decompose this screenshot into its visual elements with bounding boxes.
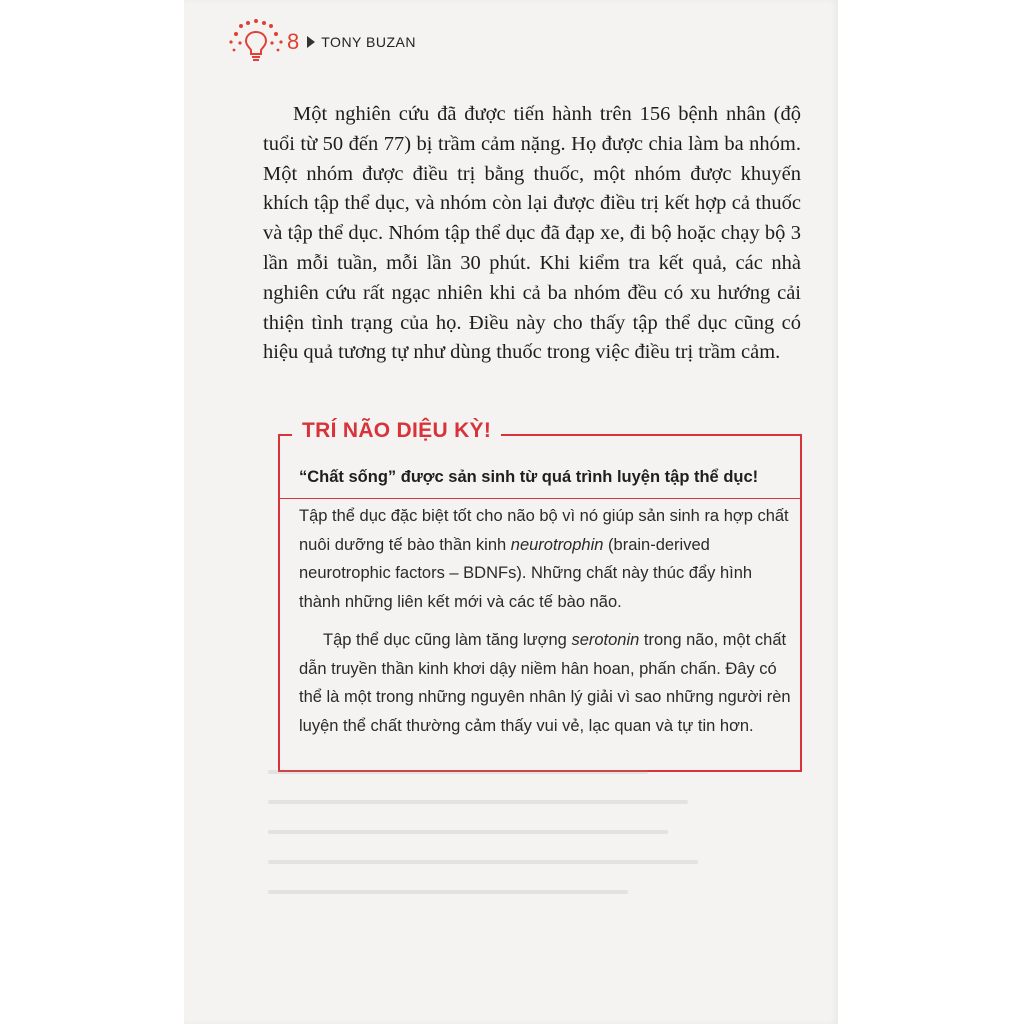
callout-box xyxy=(278,419,802,772)
light-bulb-icon xyxy=(225,18,283,66)
callout-p2-text-end: trong não, một chất dẫn truyền thần kinh khơi dậy niềm hân hoan, phấn chấn. Đây có thể là một trong những nguyên nhân lý giải vì sao những người rèn luyện thể chất thường cảm thấy vui vẻ, lạc quan và tự tin hơn. xyxy=(299,631,791,735)
callout-paragraph-1 xyxy=(299,502,791,616)
callout-heading: “Chất sống” được sản sinh từ quá trình luyện tập thể dục! xyxy=(299,468,759,486)
page-header xyxy=(225,18,416,66)
callout-p2-text: Tập thể dục cũng làm tăng lượng xyxy=(323,631,572,649)
author-name: TONY BUZAN xyxy=(321,34,416,50)
callout-paragraph-2 xyxy=(299,626,791,740)
callout-p1-term: neurotrophin xyxy=(510,535,604,554)
callout-p2-term: serotonin xyxy=(571,631,640,649)
callout-title: TRÍ NÃO DIỆU KỲ! xyxy=(292,419,501,443)
bleed-through-texture xyxy=(258,730,818,930)
page-number: 8 xyxy=(287,29,300,54)
triangle-right-icon xyxy=(307,36,315,48)
callout-divider xyxy=(280,498,800,499)
callout-p1-text: Tập thể dục đặc biệt tốt cho não bộ vì nó giúp sản sinh ra hợp chất nuôi dưỡng tế bào thần kinh xyxy=(299,507,789,554)
body-paragraph: Một nghiên cứu đã được tiến hành trên 156 bệnh nhân (độ tuổi từ 50 đến 77) bị trầm cảm nặng. Họ được chia làm ba nhóm. Một nhóm được điều trị bằng thuốc, một nhóm được khuyến khích tập thể dục, và nhóm còn lại được điều trị kết hợp cả thuốc và tập thể dục. Nhóm tập thể dục đã đạp xe, đi bộ hoặc chạy bộ 3 lần mỗi tuần, mỗi lần 30 phút. Khi kiểm tra kết quả, các nhà nghiên cứu rất ngạc nhiên khi cả ba nhóm đều có xu hướng cải thiện tình trạng của họ. Điều này cho thấy tập thể dục cũng có hiệu quả tương tự như dùng thuốc trong việc điều trị trầm cảm. xyxy=(263,103,801,364)
callout-p1-text-end: (brain-derived neurotrophic factors – BDNFs). Những chất này thúc đẩy hình thành những liên kết mới và các tế bào não. xyxy=(299,535,753,611)
